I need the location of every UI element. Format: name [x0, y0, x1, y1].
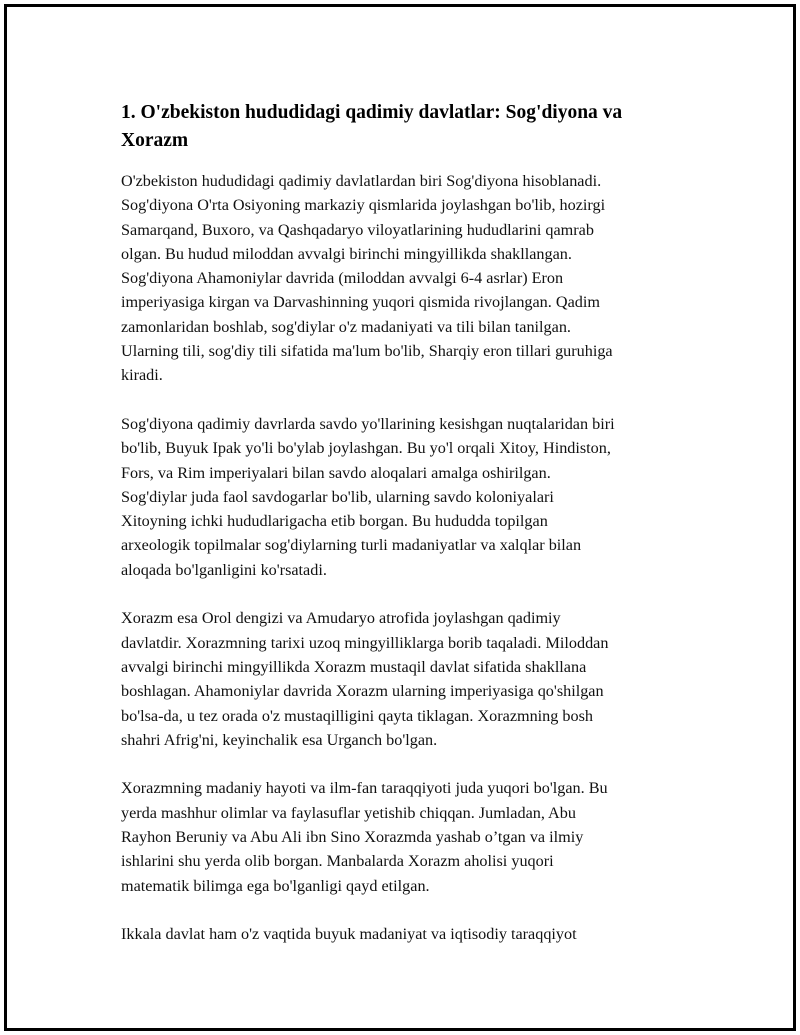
paragraph-khorezm-culture: [121, 776, 701, 897]
paragraph-sogdiana-trade: [121, 412, 701, 582]
text-line: zamonlaridan boshlab, sog'diylar o'z madaniyati va tili bilan tanilgan.: [121, 317, 571, 336]
text-line: Xorazmning madaniy hayoti va ilm-fan taraqqiyoti juda yuqori bo'lgan. Bu: [121, 779, 608, 798]
text-line: Fors, va Rim imperiyalari bilan savdo aloqalari amalga oshirilgan.: [121, 463, 551, 482]
text-line: Sog'diyona qadimiy davrlarda savdo yo'llarining kesishgan nuqtalaridan biri: [121, 414, 615, 433]
text-line: Sog'diyona O'rta Osiyoning markaziy qismlarida joylashgan bo'lib, hozirgi: [121, 196, 606, 215]
text-line: Ikkala davlat ham o'z vaqtida buyuk madaniyat va iqtisodiy taraqqiyot: [121, 925, 577, 944]
text-line: arxeologik topilmalar sog'diylarning turli madaniyatlar va xalqlar bilan: [121, 536, 582, 555]
text-line: aloqada bo'lganligini ko'rsatadi.: [121, 560, 327, 579]
title-line: 1. O'zbekiston hududidagi qadimiy davlatlar: Sog'diyona va: [121, 102, 623, 123]
text-line: O'zbekiston hududidagi qadimiy davlatlardan biri Sog'diyona hisoblanadi.: [121, 172, 602, 190]
text-line: boshlagan. Ahamoniylar davrida Xorazm ularning imperiyasiga qo'shilgan: [121, 682, 604, 701]
text-line: matematik bilimga ega bo'lganligi qayd etilgan.: [121, 876, 430, 895]
paragraph-khorezm-intro: [121, 606, 701, 752]
text-line: bo'lib, Buyuk Ipak yo'li bo'ylab joylashgan. Bu yo'l orqali Xitoy, Hindiston,: [121, 439, 611, 458]
text-line: olgan. Bu hudud miloddan avvalgi birinchi mingyillikda shakllangan.: [121, 244, 572, 263]
text-line: Sog'diylar juda faol savdogarlar bo'lib, ularning savdo koloniyalari: [121, 487, 554, 506]
title-line: Xorazm: [121, 130, 189, 151]
text-line: kiradi.: [121, 366, 163, 385]
text-line: Samarqand, Buxoro, va Qashqadaryo viloyatlarining hududlarini qamrab: [121, 220, 594, 239]
text-line: yerda mashhur olimlar va faylasuflar yetishib chiqqan. Jumladan, Abu: [121, 803, 576, 822]
text-line: ishlarini shu yerda olib borgan. Manbalarda Xorazm aholisi yuqori: [121, 852, 554, 871]
text-line: imperiyasiga kirgan va Darvashinning yuqori qismida rivojlangan. Qadim: [121, 293, 600, 312]
text-line: Rayhon Beruniy va Abu Ali ibn Sino Xorazmda yashab o’tgan va ilmiy: [121, 828, 584, 847]
text-line: Sog'diyona Ahamoniylar davrida (miloddan avvalgi 6-4 asrlar) Eron: [121, 269, 564, 288]
page-frame: [4, 4, 796, 1031]
text-line: Ularning tili, sog'diy tili sifatida ma'lum bo'lib, Sharqiy eron tillari guruhiga: [121, 342, 613, 361]
text-line: Xitoyning ichki hududlarigacha etib borgan. Bu hududda topilgan: [121, 512, 548, 531]
document-title: [121, 99, 701, 155]
text-line: Xorazm esa Orol dengizi va Amudaryo atrofida joylashgan qadimiy: [121, 609, 561, 628]
text-line: avvalgi birinchi mingyillikda Xorazm mustaqil davlat sifatida shakllana: [121, 657, 587, 676]
paragraph-conclusion: [121, 922, 701, 946]
document-body: [121, 99, 701, 971]
text-line: shahri Afrig'ni, keyinchalik esa Urganch bo'lgan.: [121, 730, 438, 749]
text-line: bo'lsa-da, u tez orada o'z mustaqilligini qayta tiklagan. Xorazmning bosh: [121, 706, 593, 725]
text-line: davlatdir. Xorazmning tarixi uzoq mingyilliklarga borib taqaladi. Miloddan: [121, 633, 609, 652]
paragraph-sogdiana-intro: [121, 169, 701, 388]
